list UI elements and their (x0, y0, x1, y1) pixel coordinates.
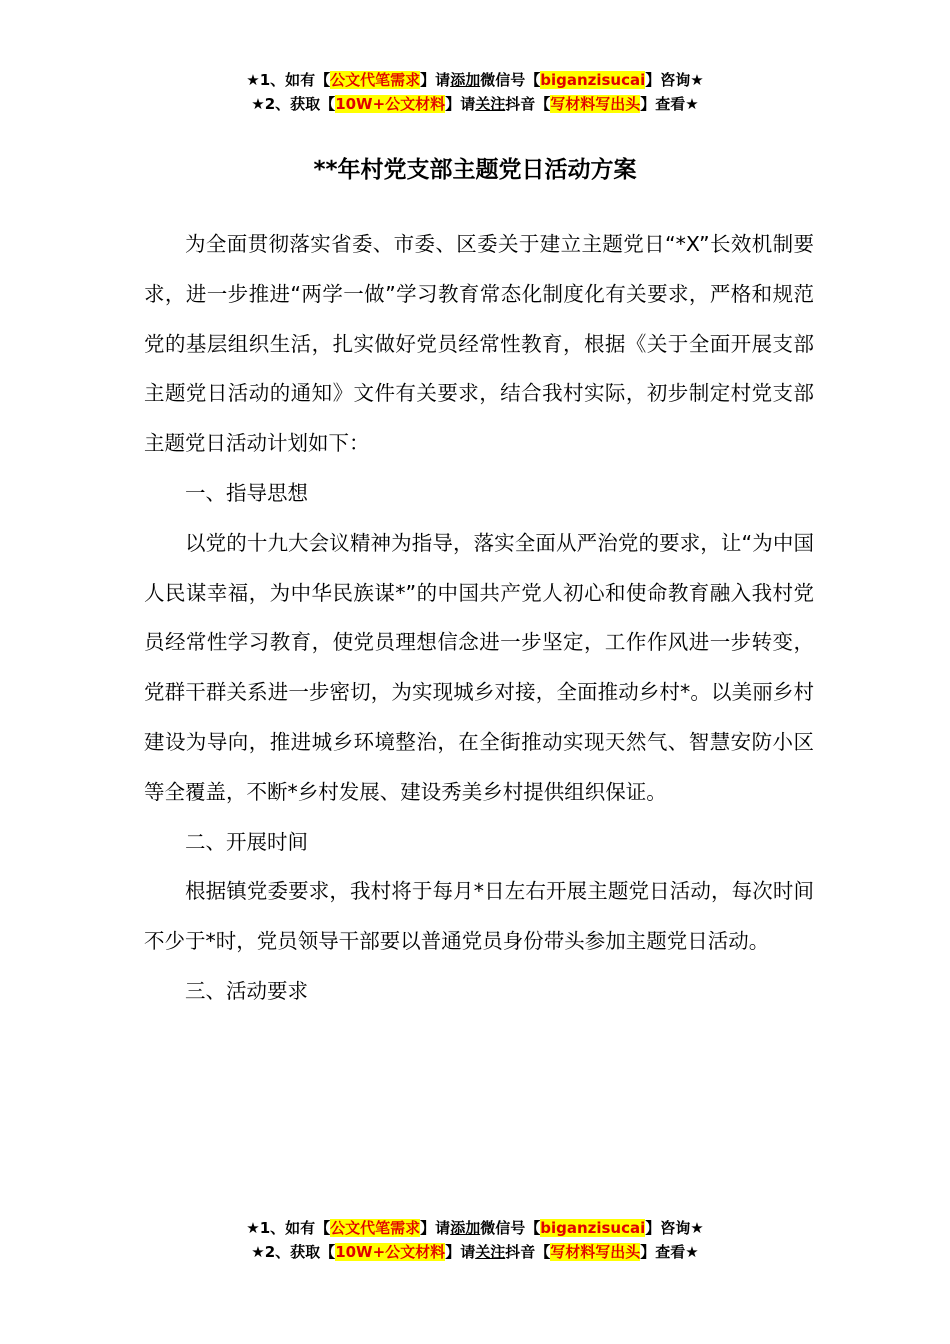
footer-ad-line-1 (0, 1216, 950, 1240)
footer-ad (0, 1216, 950, 1264)
guiding-ideology-paragraph: 以党的十九大会议精神为指导，落实全面从严治党的要求，让“为中国人民谋幸福，为中华民族谋*”的中国共产党人初心和使命教育融入我村党员经常性学习教育，使党员理想信念进一步坚定，工作作风进一步转变，党群干群关系进一步密切，为实现城乡对接，全面推动乡村*。以美丽乡村建设为导向，推进城乡环境整治，在全街推动实现天然气、智慧安防小区等全覆盖，不断*乡村发展、建设秀美乡村提供组织保证。 (144, 530, 814, 804)
ad-text: ★2、获取【 (251, 1243, 336, 1261)
document-title: **年村党支部主题党日活动方案 (313, 157, 637, 183)
ad-underline-follow: 关注 (475, 95, 506, 113)
ad-highlight-service: 公文代笔需求 (330, 71, 421, 89)
ad-underline-add: 添加 (450, 1219, 481, 1237)
ad-text: 抖音【 (505, 95, 551, 113)
footer-ad-line-2 (0, 1240, 950, 1264)
section-heading-guiding-ideology: 一、指导思想 (185, 480, 308, 505)
ad-text: 微信号【 (480, 1219, 541, 1237)
ad-underline-follow: 关注 (475, 1243, 506, 1261)
ad-highlight-materials: 10W+公文材料 (335, 95, 446, 113)
ad-highlight-douyin-id: 写材料写出头 (550, 95, 641, 113)
ad-underline-add: 添加 (450, 71, 481, 89)
ad-highlight-douyin-id: 写材料写出头 (550, 1243, 641, 1261)
ad-text: ★2、获取【 (251, 95, 336, 113)
document-body (144, 220, 814, 1017)
ad-text: 】查看★ (640, 1243, 699, 1261)
ad-text: 抖音【 (505, 1243, 551, 1261)
ad-text: ★1、如有【 (246, 71, 331, 89)
section-heading-requirements: 三、活动要求 (185, 978, 308, 1003)
ad-text: 】请 (420, 71, 451, 89)
ad-text: 】请 (445, 1243, 476, 1261)
ad-text: 】查看★ (640, 95, 699, 113)
ad-text: ★1、如有【 (246, 1219, 331, 1237)
ad-text: 】请 (445, 95, 476, 113)
schedule-paragraph: 根据镇党委要求，我村将于每月*日左右开展主题党日活动，每次时间不少于*时，党员领导干部要以普通党员身份带头参加主题党日活动。 (144, 879, 814, 954)
ad-highlight-service: 公文代笔需求 (330, 1219, 421, 1237)
ad-highlight-wechat-id: biganzisucai (540, 71, 646, 89)
section-heading-schedule: 二、开展时间 (185, 829, 308, 854)
ad-text: 】请 (420, 1219, 451, 1237)
ad-text: 】咨询★ (645, 1219, 704, 1237)
ad-highlight-wechat-id: biganzisucai (540, 1219, 646, 1237)
header-ad-line-1 (0, 68, 950, 92)
header-ad-line-2 (0, 92, 950, 116)
ad-text: 微信号【 (480, 71, 541, 89)
intro-paragraph: 为全面贯彻落实省委、市委、区委关于建立主题党日“*X”长效机制要求，进一步推进“两学一做”学习教育常态化制度化有关要求，严格和规范党的基层组织生活，扎实做好党员经常性教育，根据《关于全面开展支部主题党日活动的通知》文件有关要求，结合我村实际，初步制定村党支部主题党日活动计划如下： (144, 232, 814, 456)
ad-highlight-materials: 10W+公文材料 (335, 1243, 446, 1261)
ad-text: 】咨询★ (645, 71, 704, 89)
header-ad (0, 68, 950, 116)
